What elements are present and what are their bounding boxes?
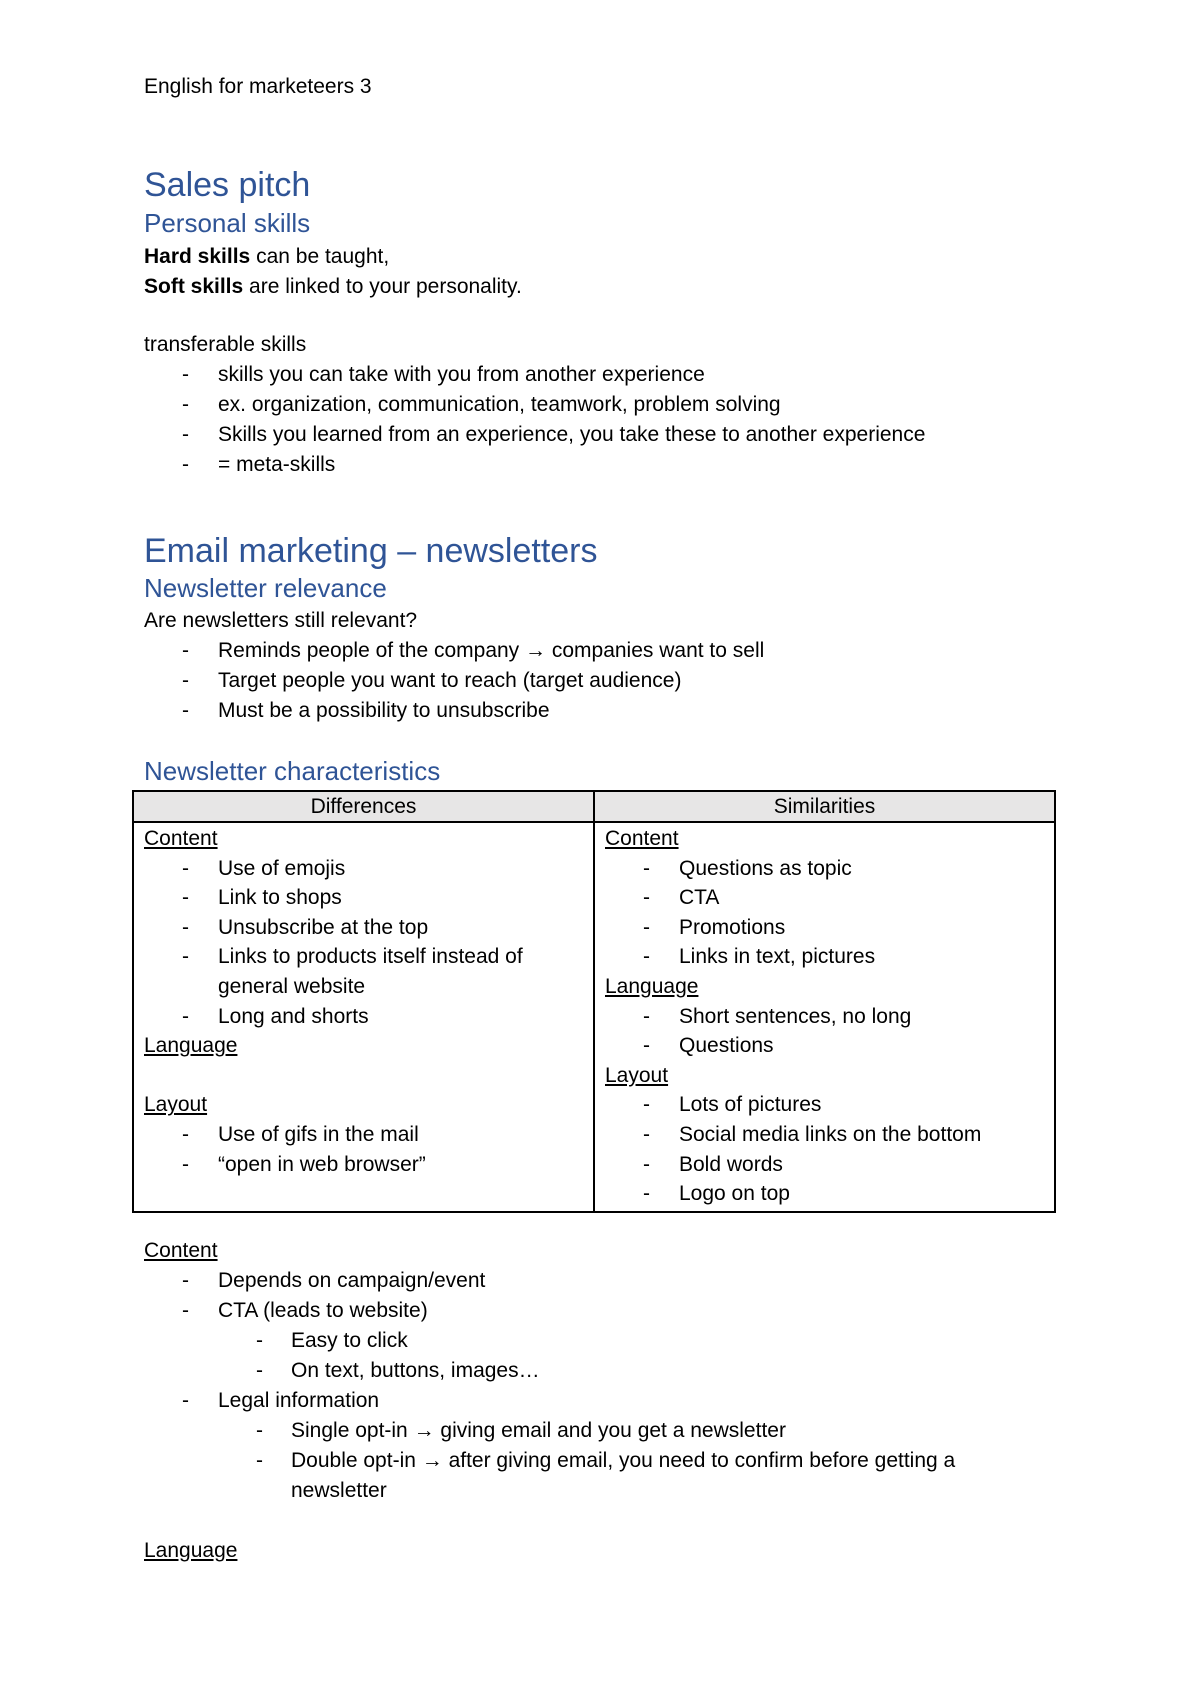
sub-list-item: - Double opt-in → after giving email, you need to confirm before getting a bbox=[144, 1446, 1056, 1476]
empty-line bbox=[144, 1061, 583, 1091]
list-item: - CTA bbox=[605, 883, 1044, 913]
bullet-dash: - bbox=[256, 1359, 263, 1382]
bullet-dash: - bbox=[182, 1299, 189, 1322]
list-item: - Target people you want to reach (target audience) bbox=[144, 666, 1056, 696]
bullet-dash: - bbox=[182, 915, 189, 939]
bullet-dash: - bbox=[182, 1269, 189, 1292]
relevance-question: Are newsletters still relevant? bbox=[144, 609, 418, 632]
bullet-dash: - bbox=[643, 915, 650, 939]
list-item: - Questions bbox=[605, 1031, 1044, 1061]
content-section bbox=[144, 1236, 1056, 1566]
bullet-dash: - bbox=[643, 1034, 650, 1058]
list-item: - Unsubscribe at the top bbox=[144, 913, 583, 943]
bullet-dash: - bbox=[182, 1152, 189, 1176]
list-item: - Links to products itself instead of general website bbox=[144, 942, 583, 1001]
sim-content-label: Content bbox=[605, 827, 679, 850]
bullet-dash: - bbox=[256, 1449, 263, 1472]
diff-layout-label: Layout bbox=[144, 1093, 208, 1117]
table-row bbox=[133, 822, 1055, 1212]
list-item: - Questions as topic bbox=[605, 854, 1044, 884]
column-header-similarities: Similarities bbox=[594, 791, 1055, 822]
bullet-dash: - bbox=[256, 1419, 263, 1442]
list-item: - CTA (leads to website) bbox=[144, 1296, 1056, 1326]
list-item: - Short sentences, no long bbox=[605, 1002, 1044, 1032]
bullet-dash: - bbox=[182, 1004, 189, 1028]
skills-paragraph bbox=[144, 242, 1056, 302]
list-item: - Social media links on the bottom bbox=[605, 1120, 1044, 1150]
diff-content-label: Content bbox=[144, 827, 218, 850]
similarities-cell bbox=[594, 822, 1055, 1212]
bullet-dash: - bbox=[182, 639, 189, 662]
sub-list-item: - Easy to click bbox=[144, 1326, 1056, 1356]
list-item: - Long and shorts bbox=[144, 1002, 583, 1032]
heading-sales-pitch: Sales pitch bbox=[144, 166, 311, 204]
list-item: - = meta-skills bbox=[144, 450, 1056, 480]
heading-personal-skills: Personal skills bbox=[144, 208, 311, 238]
content-section-label: Content bbox=[144, 1239, 218, 1262]
bullet-dash: - bbox=[256, 1329, 263, 1352]
characteristics-table bbox=[132, 790, 1056, 1213]
bullet-dash: - bbox=[643, 1004, 650, 1028]
list-item: - Legal information bbox=[144, 1386, 1056, 1416]
bullet-dash: - bbox=[643, 945, 650, 969]
bullet-dash: - bbox=[182, 393, 189, 416]
bullet-dash: - bbox=[182, 423, 189, 446]
list-item: - Use of emojis bbox=[144, 854, 583, 884]
document-header-title: English for marketeers 3 bbox=[144, 75, 372, 98]
bullet-dash: - bbox=[182, 1122, 189, 1146]
list-item: - Link to shops bbox=[144, 883, 583, 913]
hard-skills-line bbox=[144, 242, 1056, 272]
heading-newsletter-characteristics: Newsletter characteristics bbox=[144, 756, 441, 786]
bullet-dash: - bbox=[643, 856, 650, 880]
list-item: - Logo on top bbox=[605, 1179, 1044, 1209]
sim-language-label: Language bbox=[605, 974, 699, 998]
hard-skills-term: Hard skills bbox=[144, 245, 251, 268]
soft-skills-line bbox=[144, 272, 1056, 302]
list-item: - Lots of pictures bbox=[605, 1090, 1044, 1120]
bullet-dash: - bbox=[182, 363, 189, 386]
list-item: - Reminds people of the company → companies want to sell bbox=[144, 636, 1056, 666]
bullet-dash: - bbox=[182, 1389, 189, 1412]
soft-skills-term: Soft skills bbox=[144, 275, 244, 298]
bullet-dash: - bbox=[182, 856, 189, 880]
soft-skills-text: are linked to your personality. bbox=[243, 275, 522, 298]
list-item: - Depends on campaign/event bbox=[144, 1266, 1056, 1296]
bullet-dash: - bbox=[182, 453, 189, 476]
bullet-dash: - bbox=[643, 1152, 650, 1176]
sub-list-item-continuation: newsletter bbox=[291, 1479, 387, 1502]
bullet-dash: - bbox=[182, 886, 189, 910]
heading-newsletter-relevance: Newsletter relevance bbox=[144, 573, 387, 603]
relevance-block bbox=[144, 606, 1056, 726]
differences-cell bbox=[133, 822, 594, 1212]
list-item: - skills you can take with you from another experience bbox=[144, 360, 1056, 390]
list-item: - Promotions bbox=[605, 913, 1044, 943]
hard-skills-text: can be taught, bbox=[250, 245, 390, 268]
bullet-dash: - bbox=[182, 945, 189, 969]
list-item: - Links in text, pictures bbox=[605, 942, 1044, 972]
bullet-dash: - bbox=[182, 669, 189, 692]
empty-line bbox=[144, 1506, 1056, 1536]
list-item: - Must be a possibility to unsubscribe bbox=[144, 696, 1056, 726]
list-item: - “open in web browser” bbox=[144, 1150, 583, 1180]
bullet-dash: - bbox=[643, 886, 650, 910]
language-section-label: Language bbox=[144, 1539, 238, 1562]
column-header-differences: Differences bbox=[133, 791, 594, 822]
transferable-skills-block bbox=[144, 330, 1056, 480]
list-item: - Bold words bbox=[605, 1150, 1044, 1180]
table-header-row bbox=[133, 791, 1055, 822]
list-item: - ex. organization, communication, teamwork, problem solving bbox=[144, 390, 1056, 420]
sub-list-item: - On text, buttons, images… bbox=[144, 1356, 1056, 1386]
list-item: - Skills you learned from an experience, you take these to another experience bbox=[144, 420, 1056, 450]
heading-email-marketing: Email marketing – newsletters bbox=[144, 532, 598, 570]
sim-layout-label: Layout bbox=[605, 1063, 669, 1087]
bullet-dash: - bbox=[643, 1093, 650, 1117]
transferable-skills-title: transferable skills bbox=[144, 333, 307, 356]
diff-language-label: Language bbox=[144, 1034, 238, 1058]
sub-list-item: - Single opt-in → giving email and you get a newsletter bbox=[144, 1416, 1056, 1446]
bullet-dash: - bbox=[643, 1182, 650, 1206]
bullet-dash: - bbox=[182, 699, 189, 722]
bullet-dash: - bbox=[643, 1122, 650, 1146]
list-item: - Use of gifs in the mail bbox=[144, 1120, 583, 1150]
